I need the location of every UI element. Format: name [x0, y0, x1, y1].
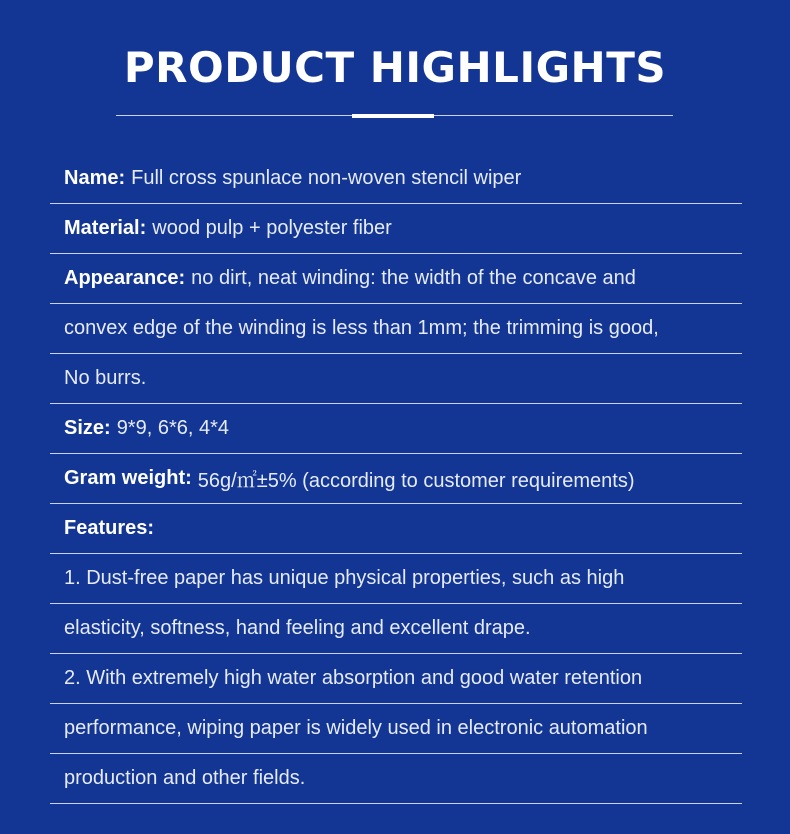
row-appearance-cont-2	[50, 354, 742, 404]
title-accent-bar	[352, 114, 434, 118]
row-text: performance, wiping paper is widely used in electronic automation	[64, 717, 648, 739]
row-label: Gram weight:	[64, 467, 192, 489]
row-text: No burrs.	[64, 367, 147, 389]
row-features	[50, 504, 742, 554]
row-text: no dirt, neat winding: the width of the concave and	[191, 267, 636, 289]
row-feature-2-cont-1	[50, 704, 742, 754]
row-appearance-cont-1	[50, 304, 742, 354]
row-label: Features:	[64, 517, 155, 539]
row-material	[50, 204, 742, 254]
row-label: Name:	[64, 167, 126, 189]
row-text: 9*9, 6*6, 4*4	[116, 417, 230, 439]
highlights-list	[50, 154, 742, 804]
row-text: elasticity, softness, hand feeling and excellent drape.	[64, 617, 531, 639]
row-label: Material:	[64, 217, 147, 239]
row-text: 2. With extremely high water absorption and good water retention	[64, 667, 643, 689]
row-text: convex edge of the winding is less than 1mm; the trimming is good,	[64, 317, 659, 339]
row-text: 56g/㎡±5% (according to customer requirements)	[197, 470, 635, 492]
row-size	[50, 404, 742, 454]
row-text: wood pulp + polyester fiber	[152, 217, 392, 239]
row-appearance	[50, 254, 742, 304]
row-text: Full cross spunlace non-woven stencil wiper	[131, 167, 522, 189]
row-feature-2	[50, 654, 742, 704]
row-feature-1-cont	[50, 604, 742, 654]
row-label: Size:	[64, 417, 111, 439]
row-feature-1	[50, 554, 742, 604]
page-title: PRODUCT HIGHLIGHTS	[123, 43, 667, 92]
row-gram-weight	[50, 454, 742, 504]
row-name	[50, 154, 742, 204]
row-text: 1. Dust-free paper has unique physical properties, such as high	[64, 567, 625, 589]
row-feature-2-cont-2	[50, 754, 742, 804]
row-label: Appearance:	[64, 267, 186, 289]
row-text: production and other fields.	[64, 767, 306, 789]
